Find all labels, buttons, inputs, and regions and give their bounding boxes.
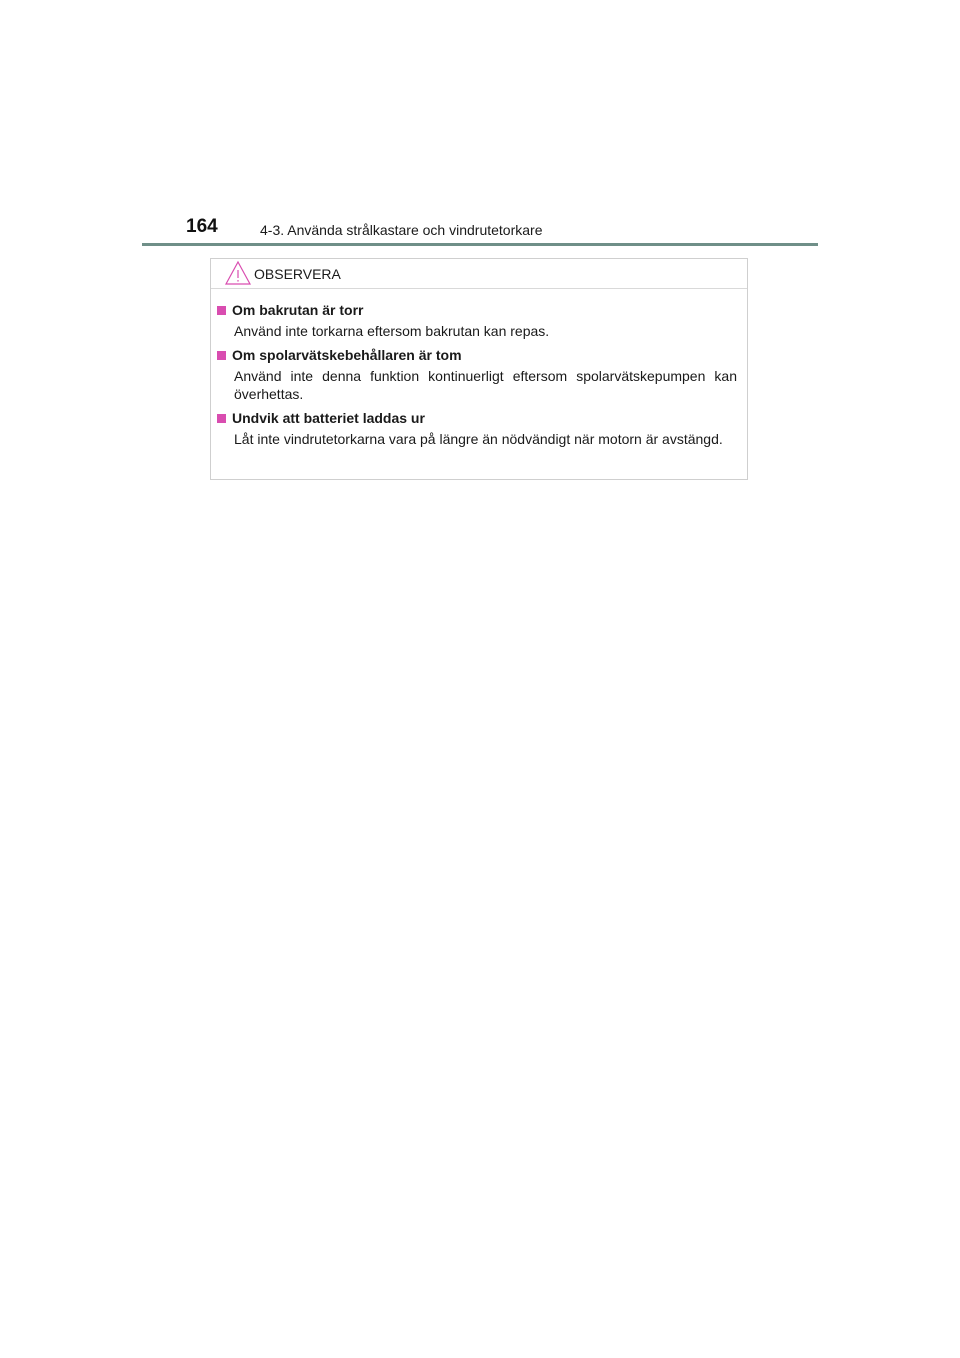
- notice-item-heading: [215, 409, 737, 427]
- page-number: 164: [186, 216, 218, 237]
- notice-item-heading-text: Undvik att batteriet laddas ur: [232, 410, 425, 426]
- warning-triangle-icon: [224, 260, 252, 286]
- notice-title: OBSERVERA: [254, 266, 341, 282]
- notice-item-heading: [215, 301, 737, 319]
- notice-item: [215, 409, 737, 448]
- notice-item-heading: [215, 346, 737, 364]
- notice-header: [211, 259, 747, 289]
- square-bullet-icon: [217, 414, 226, 423]
- notice-item: [215, 301, 737, 340]
- notice-item-heading-text: Om spolarvätskebehållaren är tom: [232, 347, 462, 363]
- notice-item-heading-text: Om bakrutan är torr: [232, 302, 364, 318]
- square-bullet-icon: [217, 306, 226, 315]
- notice-body: [211, 289, 747, 448]
- square-bullet-icon: [217, 351, 226, 360]
- notice-item: [215, 346, 737, 403]
- notice-item-text: Låt inte vindrutetorkarna vara på längre än nödvändigt när motorn är avstängd.: [234, 431, 723, 447]
- notice-box: [210, 258, 748, 480]
- header-divider: [142, 243, 818, 246]
- section-title: 4-3. Använda strålkastare och vindrutetorkare: [260, 222, 543, 238]
- notice-item-text: Använd inte denna funktion kontinuerligt eftersom spolarvätskepumpen kan överhettas.: [234, 368, 737, 402]
- notice-item-text: Använd inte torkarna eftersom bakrutan kan repas.: [234, 323, 550, 339]
